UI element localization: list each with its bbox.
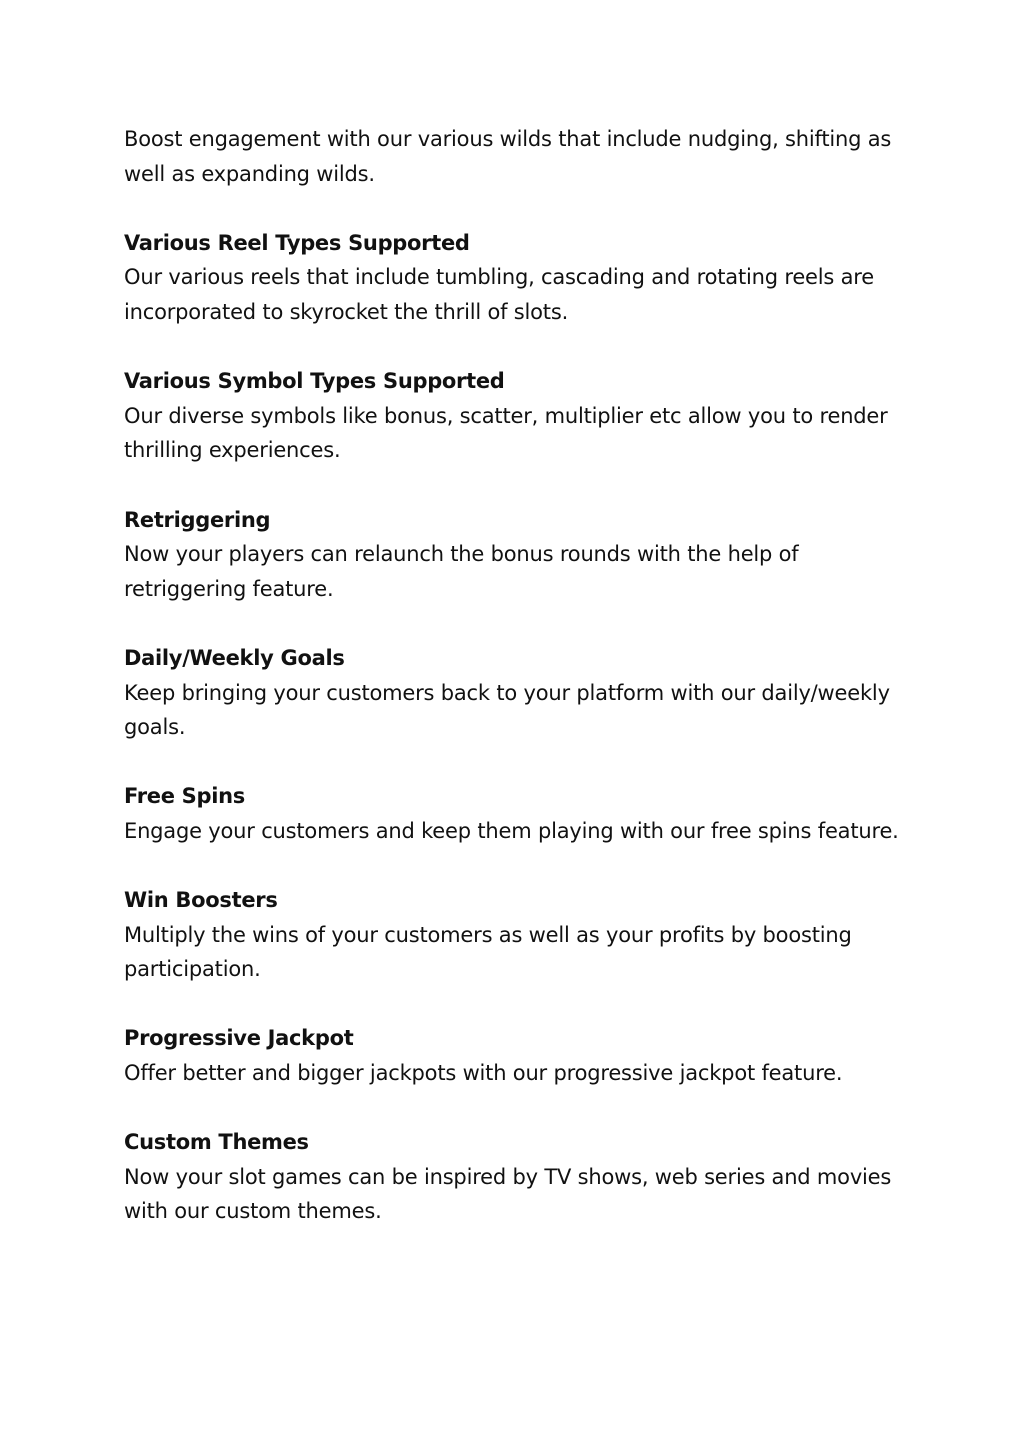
section-symbol-types <box>124 364 914 468</box>
section-heading: Various Reel Types Supported <box>124 230 470 255</box>
section-text: Multiply the wins of your customers as well as your profits by boosting participation. <box>124 922 852 982</box>
section-text: Engage your customers and keep them playing with our free spins feature. <box>124 818 899 843</box>
section-progressive-jackpot <box>124 1021 914 1090</box>
intro-paragraph: Boost engagement with our various wilds that include nudging, shifting as well as expanding wilds. <box>124 127 892 186</box>
section-heading: Various Symbol Types Supported <box>124 369 505 394</box>
section-heading: Win Boosters <box>124 888 278 913</box>
section-daily-weekly-goals <box>124 641 914 745</box>
section-text: Now your slot games can be inspired by TV shows, web series and movies with our custom themes. <box>124 1164 892 1224</box>
section-heading: Custom Themes <box>124 1130 309 1155</box>
section-text: Our various reels that include tumbling, cascading and rotating reels are incorporated to skyrocket the thrill of slots. <box>124 265 874 324</box>
section-text: Keep bringing your customers back to your platform with our daily/weekly goals. <box>124 680 890 740</box>
section-text: Now your players can relaunch the bonus rounds with the help of retriggering feature. <box>124 542 799 601</box>
section-free-spins <box>124 779 914 848</box>
section-heading: Progressive Jackpot <box>124 1026 354 1051</box>
section-retriggering <box>124 503 914 607</box>
section-heading: Free Spins <box>124 784 245 809</box>
section-custom-themes <box>124 1125 914 1229</box>
section-text: Our diverse symbols like bonus, scatter, multiplier etc allow you to render thrilling experiences. <box>124 403 888 463</box>
section-text: Offer better and bigger jackpots with our progressive jackpot feature. <box>124 1061 843 1086</box>
section-win-boosters <box>124 883 914 987</box>
section-heading: Daily/Weekly Goals <box>124 645 345 670</box>
document-page <box>124 122 914 1229</box>
section-reel-types <box>124 226 914 330</box>
section-heading: Retriggering <box>124 507 271 532</box>
